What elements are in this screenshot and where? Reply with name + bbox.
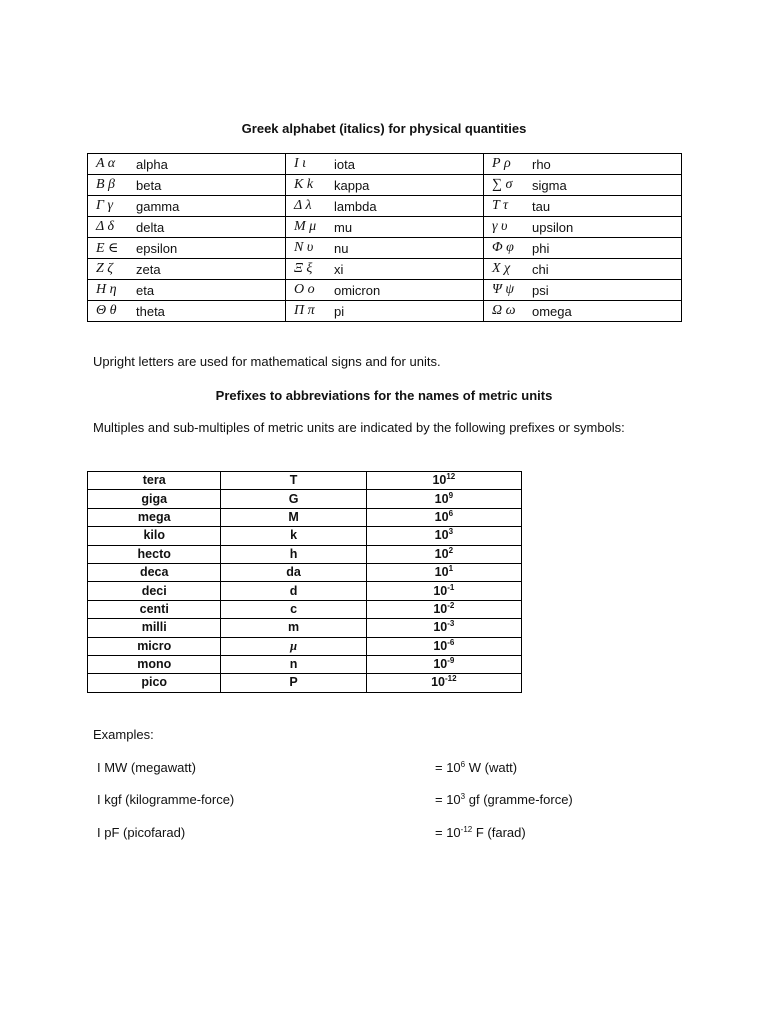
prefix-factor [366,600,521,618]
prefix-row [88,490,522,508]
example-unit: I MW (megawatt) [97,760,196,775]
prefix-heading: Prefixes to abbreviations for the names of metric units [215,388,553,403]
greek-symbol: Ι ι [293,156,307,171]
prefix-name: kilo [88,527,221,545]
prefix-symbol: P [221,674,366,692]
greek-letter-name: gamma [136,198,180,214]
greek-letter-name: rho [532,156,551,172]
prefix-symbol: d [221,582,366,600]
equivalent-exponent: 3 [460,792,466,801]
prefix-factor [366,563,521,581]
factor-base: 10 [434,546,449,561]
greek-row [88,301,682,322]
factor-exponent: 2 [448,545,454,555]
greek-cell [484,175,682,196]
greek-row [88,280,682,301]
greek-symbol: Ρ ρ [492,156,511,171]
greek-symbol: Ο ο [293,282,315,297]
greek-symbol: Χ χ [492,261,511,276]
factor-exponent: -2 [447,600,455,610]
prefix-symbol: h [221,545,366,563]
greek-letter-name: beta [136,177,162,193]
greek-symbol: Ε ∈ [96,240,119,256]
prefix-factor [366,508,521,526]
prefix-symbol: T [221,472,366,490]
prefix-factor [366,490,521,508]
greek-cell [484,154,682,175]
greek-cell [88,154,286,175]
equivalent-exponent: -12 [460,825,473,834]
greek-symbol: Ν υ [293,240,314,255]
greek-row [88,196,682,217]
prefix-symbol: M [221,508,366,526]
prefix-symbol: c [221,600,366,618]
greek-letter-name: upsilon [532,219,574,235]
prefix-symbol: m [221,619,366,637]
greek-letter-name: sigma [532,177,567,193]
factor-base: 10 [434,565,449,580]
factor-base: 10 [433,657,448,672]
greek-cell [88,238,286,259]
greek-table-title: Greek alphabet (italics) for physical quantities [241,121,527,136]
factor-exponent: -1 [447,582,455,592]
greek-symbol: Κ k [293,177,314,192]
greek-cell [285,196,483,217]
prefix-row [88,619,522,637]
prefix-factor [366,545,521,563]
greek-letter-name: mu [333,219,353,235]
greek-letter-name: omicron [333,282,381,298]
equivalent-unit: F (farad) [472,825,526,840]
greek-cell [88,301,286,322]
equivalent-unit: gf (gramme-force) [465,792,573,807]
factor-exponent: -3 [447,619,455,629]
prefix-factor [366,637,521,655]
greek-letter-name: lambda [333,198,377,214]
prefix-row [88,655,522,673]
greek-letter-name: theta [136,303,165,319]
factor-base: 10 [434,528,449,543]
greek-letter-name: omega [532,303,572,319]
greek-row [88,238,682,259]
greek-symbol: Γ γ [96,198,113,213]
factor-base: 10 [433,620,448,635]
greek-symbol: Α α [96,156,116,171]
prefix-symbol: G [221,490,366,508]
factor-exponent: 3 [448,527,454,537]
greek-cell [484,301,682,322]
prefix-row [88,674,522,692]
equivalent-prefix: = 10 [435,792,461,807]
greek-cell [285,280,483,301]
greek-row [88,175,682,196]
prefix-symbol: da [221,563,366,581]
greek-letter-name: pi [333,303,345,319]
greek-cell [285,259,483,280]
prefix-name: centi [88,600,221,618]
greek-letter-name: kappa [333,177,370,193]
prefix-row [88,637,522,655]
equivalent-prefix: = 10 [435,825,461,840]
greek-row [88,217,682,238]
prefix-factor [366,472,521,490]
equivalent-prefix: = 10 [435,760,461,775]
factor-exponent: 9 [448,490,454,500]
prefix-name: milli [88,619,221,637]
prefix-factor [366,619,521,637]
greek-row [88,259,682,280]
greek-letter-name: alpha [136,156,168,172]
prefix-name: pico [88,674,221,692]
prefix-row [88,563,522,581]
example-equivalent [435,825,526,840]
examples-label: Examples: [93,727,154,742]
factor-exponent: 6 [448,508,454,518]
example-equivalent [435,792,573,807]
prefix-name: tera [88,472,221,490]
greek-cell [484,259,682,280]
greek-alphabet-table [87,153,682,322]
greek-cell [285,238,483,259]
prefix-name: micro [88,637,221,655]
factor-base: 10 [431,675,446,690]
greek-cell [484,238,682,259]
greek-symbol: γ υ [492,219,508,234]
greek-letter-name: xi [333,261,344,277]
equivalent-unit: W (watt) [465,760,518,775]
greek-letter-name: iota [333,156,355,172]
greek-cell [285,154,483,175]
greek-symbol: Π π [293,303,315,318]
prefix-row [88,600,522,618]
greek-symbol: Ω ω [492,303,516,318]
factor-exponent: -9 [447,656,455,666]
prefix-row [88,508,522,526]
prefix-factor [366,655,521,673]
prefix-factor [366,527,521,545]
greek-letter-name: phi [532,240,550,256]
prefix-factor [366,674,521,692]
prefix-name: giga [88,490,221,508]
prefix-symbol: n [221,655,366,673]
greek-cell [88,280,286,301]
factor-base: 10 [434,509,449,524]
greek-cell [285,175,483,196]
prefix-row [88,582,522,600]
greek-cell [484,280,682,301]
greek-symbol: Ξ ξ [293,261,313,276]
prefix-name: hecto [88,545,221,563]
factor-exponent: -12 [445,674,457,684]
prefix-name: mono [88,655,221,673]
prefix-symbol: μ [221,637,366,655]
greek-symbol: Δ λ [293,198,312,213]
prefix-name: mega [88,508,221,526]
factor-base: 10 [432,473,447,488]
greek-symbol: ∑ σ [492,177,513,192]
factor-base: 10 [433,601,448,616]
factor-base: 10 [434,491,449,506]
greek-symbol: Μ μ [293,219,317,234]
greek-symbol: Τ τ [492,198,509,213]
factor-base: 10 [433,583,448,598]
prefix-name: deci [88,582,221,600]
greek-symbol: Β β [96,177,116,192]
greek-row [88,154,682,175]
greek-cell [285,217,483,238]
prefix-factor [366,582,521,600]
greek-symbol: Ψ ψ [492,282,515,297]
upright-note: Upright letters are used for mathematical signs and for units. [93,354,441,369]
equivalent-exponent: 6 [460,760,466,769]
prefix-row [88,472,522,490]
greek-symbol: Η η [96,282,117,297]
greek-symbol: Δ δ [96,219,114,234]
greek-symbol: Φ φ [492,240,514,255]
greek-letter-name: delta [136,219,165,235]
factor-exponent: 1 [448,564,454,574]
example-equivalent [435,760,517,775]
greek-letter-name: eta [136,282,155,298]
factor-exponent: 12 [446,472,456,482]
greek-letter-name: nu [333,240,349,256]
greek-letter-name: epsilon [136,240,178,256]
example-unit: I kgf (kilogramme-force) [97,792,235,807]
prefix-row [88,527,522,545]
factor-base: 10 [433,638,448,653]
greek-letter-name: tau [532,198,551,214]
greek-symbol: Θ θ [96,303,117,318]
greek-cell [88,259,286,280]
greek-cell [285,301,483,322]
greek-letter-name: psi [532,282,549,298]
example-unit: I pF (picofarad) [97,825,186,840]
prefix-table [87,471,522,693]
greek-cell [484,217,682,238]
greek-symbol: Ζ ζ [96,261,113,276]
prefix-symbol: k [221,527,366,545]
prefix-row [88,545,522,563]
greek-letter-name: chi [532,261,549,277]
prefix-name: deca [88,563,221,581]
greek-cell [88,217,286,238]
factor-exponent: -6 [447,637,455,647]
prefix-intro: Multiples and sub-multiples of metric units are indicated by the following prefixes or symbols: [93,420,625,435]
greek-cell [88,196,286,217]
greek-cell [88,175,286,196]
greek-cell [484,196,682,217]
greek-letter-name: zeta [136,261,161,277]
